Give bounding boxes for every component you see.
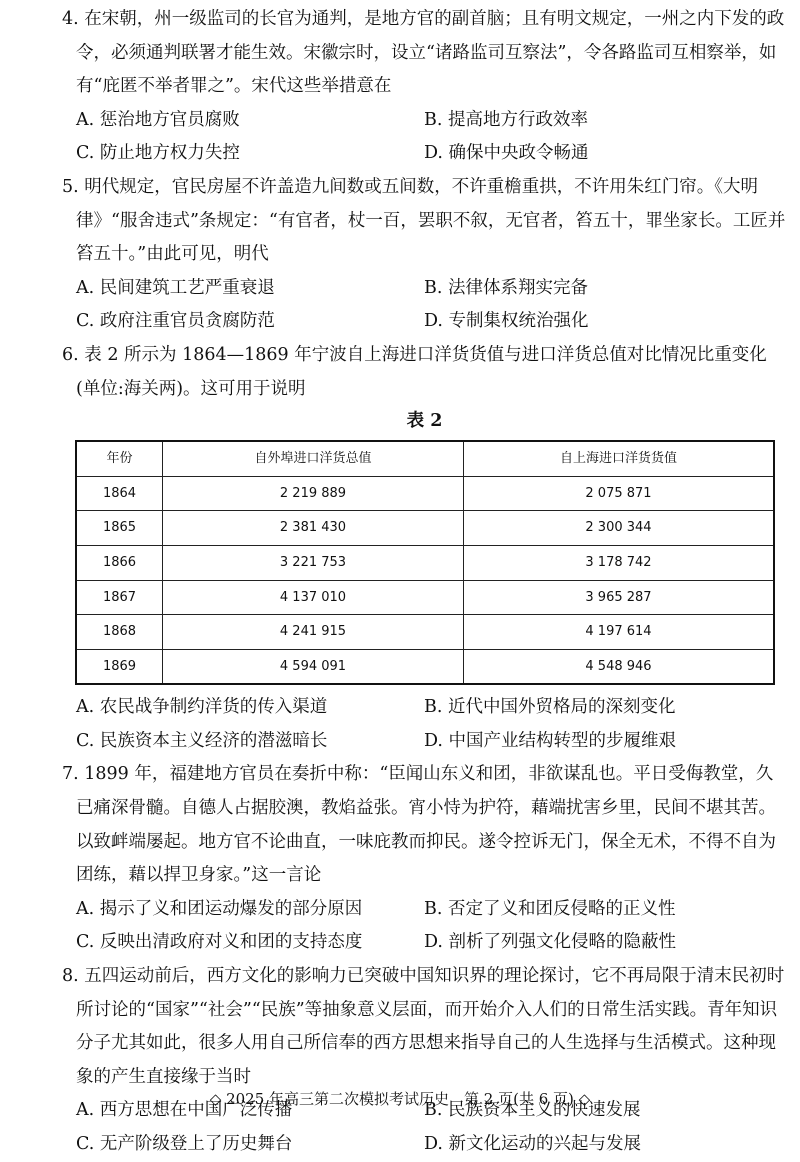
option-a: A. 农民战争制约洋货的传入渠道 (76, 697, 328, 718)
cell: 2 075 871 (464, 476, 775, 511)
header-cell: 自上海进口洋货货值 (464, 441, 775, 476)
option-d: D. 中国产业结构转型的步履维艰 (424, 730, 677, 751)
option-d: D. 确保中央政令畅通 (424, 143, 589, 164)
option-c: C. 政府注重官员贪腐防范 (76, 311, 275, 332)
option-a: A. 惩治地方官员腐败 (76, 109, 240, 130)
option-a: A. 西方思想在中国广泛传播 (76, 1100, 293, 1121)
table-row (76, 545, 774, 580)
option-b: B. 近代中国外贸格局的深刻变化 (424, 697, 676, 718)
question-8 (62, 960, 787, 1162)
option-b: B. 法律体系翔实完备 (424, 277, 588, 298)
cell: 2 219 889 (163, 476, 464, 511)
question-stem: 5. 明代规定，官民房屋不许盖造九间数或五间数，不许重檐重拱，不许用朱红门帘。《大明律》“服舍违式”条规定：“有官者，杖一百，罢职不叙，无官者，笞五十，罪坐家长。工匠并笞五十。”由此可见，明代 (62, 176, 786, 265)
cell: 4 241 915 (163, 615, 464, 650)
cell: 1867 (76, 580, 163, 615)
data-table (75, 440, 775, 685)
option-c: C. 民族资本主义经济的潜滋暗长 (76, 730, 328, 751)
cell: 3 221 753 (163, 545, 464, 580)
option-c: C. 防止地方权力失控 (76, 143, 240, 164)
cell: 4 594 091 (163, 649, 464, 684)
cell: 4 137 010 (163, 580, 464, 615)
question-4 (62, 3, 787, 171)
cell: 1864 (76, 476, 163, 511)
question-7 (62, 758, 787, 960)
page-footer: ◇ 2025 年高三第二次模拟考试历史 第 2 页(共 6 页) ◇ (209, 1090, 591, 1108)
table-row (76, 476, 774, 511)
question-stem: 8. 五四运动前后，西方文化的影响力已突破中国知识界的理论探讨，它不再局限于清末民初时所讨论的“国家”“社会”“民族”等抽象意义层面，而开始介入人们的日常生活实践。青年知识分子尤其如此，很多人用自己所信奉的西方思想来指导自己的人生选择与生活模式。这种现象的产生直接缘于当时 (62, 966, 785, 1087)
header-cell: 自外埠进口洋货总值 (163, 441, 464, 476)
cell: 2 300 344 (464, 511, 775, 546)
question-5 (62, 171, 787, 339)
table-row (76, 615, 774, 650)
option-a: A. 揭示了义和团运动爆发的部分原因 (76, 898, 363, 919)
table-row (76, 649, 774, 684)
cell: 4 548 946 (464, 649, 775, 684)
cell: 3 178 742 (464, 545, 775, 580)
option-c: C. 无产阶级登上了历史舞台 (76, 1134, 293, 1154)
cell: 1866 (76, 545, 163, 580)
table-row (76, 580, 774, 615)
table-row (76, 511, 774, 546)
option-c: C. 反映出清政府对义和团的支持态度 (76, 932, 363, 953)
cell: 1869 (76, 649, 163, 684)
option-b: B. 提高地方行政效率 (424, 109, 588, 130)
cell: 2 381 430 (163, 511, 464, 546)
cell: 1865 (76, 511, 163, 546)
option-b: B. 民族资本主义的快速发展 (424, 1100, 641, 1121)
question-stem: 6. 表 2 所示为 1864—1869 年宁波自上海进口洋货货值与进口洋货总值对比情况比重变化(单位:海关两)。这可用于说明 (62, 344, 767, 399)
option-d: D. 专制集权统治强化 (424, 311, 589, 332)
header-cell: 年份 (76, 441, 163, 476)
question-stem: 4. 在宋朝，州一级监司的长官为通判，是地方官的副首脑；且有明文规定，一州之内下发的政令，必须通判联署才能生效。宋徽宗时，设立“诸路监司互察法”，令各路监司互相察举，如有“庇匿不举者罪之”。宋代这些举措意在 (62, 9, 785, 97)
cell: 1868 (76, 615, 163, 650)
exam-page (62, 3, 787, 1162)
option-d: D. 剖析了列强文化侵略的隐蔽性 (424, 932, 677, 953)
option-d: D. 新文化运动的兴起与发展 (424, 1134, 642, 1154)
table-caption: 表 2 (406, 411, 443, 432)
option-a: A. 民间建筑工艺严重衰退 (76, 277, 275, 298)
cell: 3 965 287 (464, 580, 775, 615)
table-header-row (76, 441, 774, 476)
question-6 (62, 339, 787, 759)
cell: 4 197 614 (464, 615, 775, 650)
question-stem: 7. 1899 年，福建地方官员在奏折中称：“臣闻山东义和团，非欲谋乱也。平日受侮教堂，久已痛深骨髓。自德人占据胶澳，教焰益张。宵小恃为护符，藉端扰害乡里，民间不堪其苦。以致衅端屡起。地方官不论曲直，一味庇教而抑民。遂令控诉无门，保全无术，不得不自为团练，藉以捍卫身家。”这一言论 (62, 764, 776, 886)
option-b: B. 否定了义和团反侵略的正义性 (424, 898, 676, 919)
